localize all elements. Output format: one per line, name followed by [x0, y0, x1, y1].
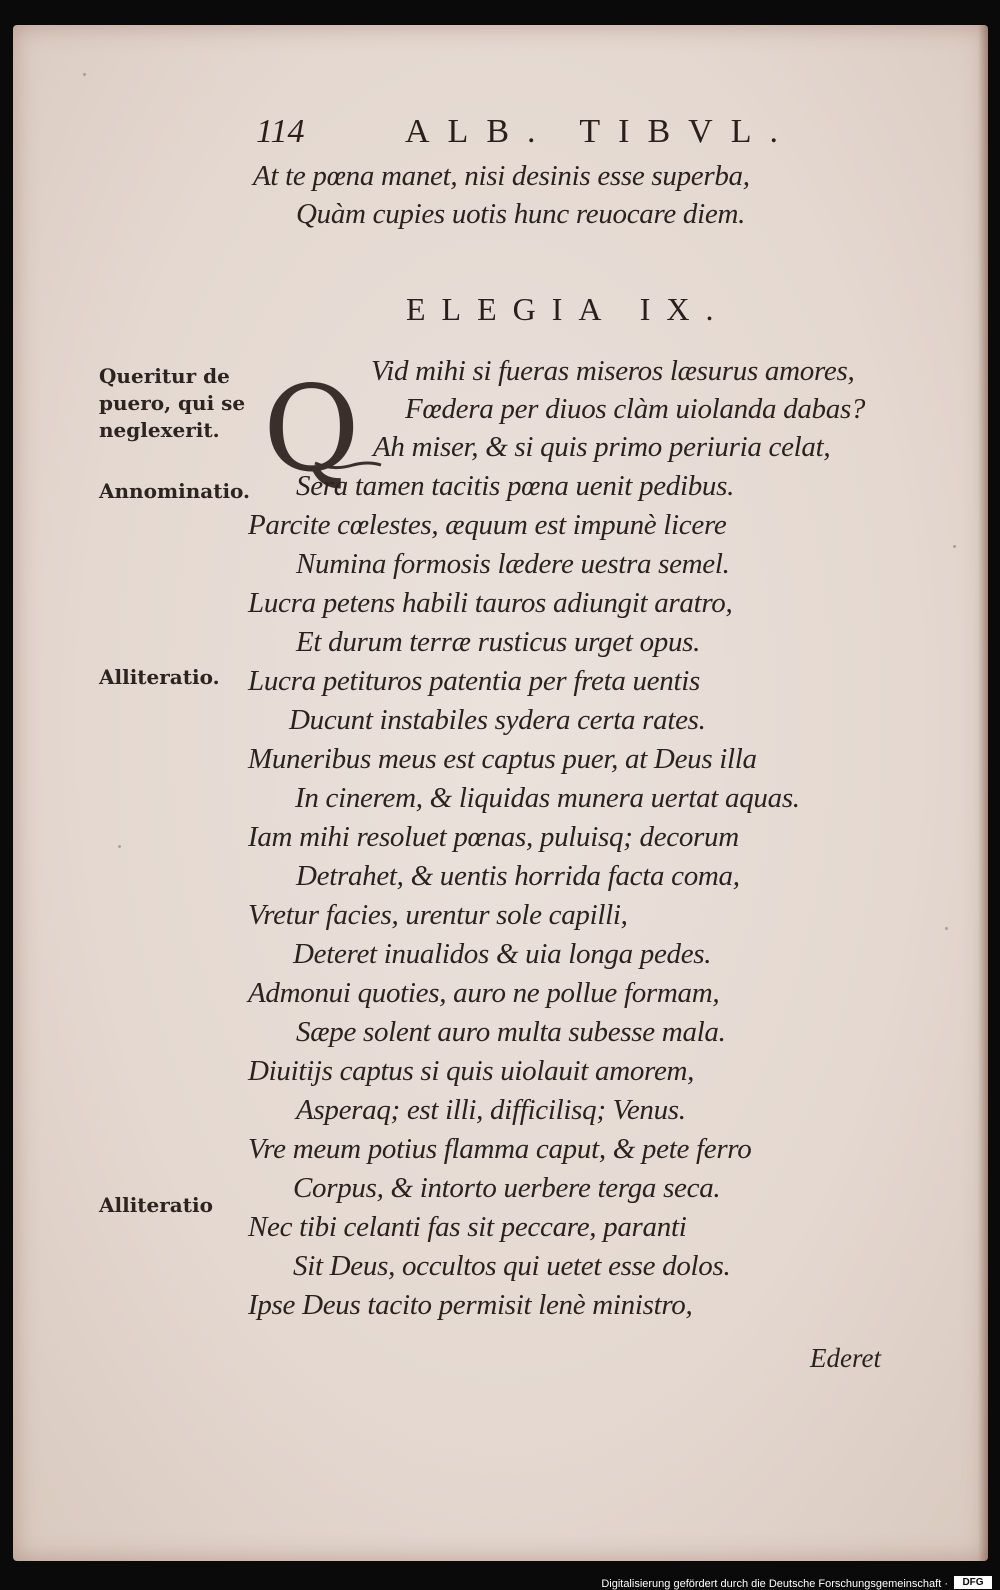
book-page	[13, 25, 988, 1561]
verse-line: Et durum terræ rusticus urget opus.	[296, 626, 701, 658]
catchword: Ederet	[810, 1343, 881, 1373]
verse-line: Ipse Deus tacito permisit lenè ministro,	[248, 1289, 693, 1321]
elegy-title: ELEGIA IX.	[406, 291, 730, 327]
verse-line: Nec tibi celanti fas sit peccare, paranti	[248, 1211, 687, 1243]
verse-line: Parcite cœlestes, æquum est impunè licere	[248, 509, 727, 541]
verse-line: Ah miser, & si quis primo periuria celat,	[373, 431, 831, 463]
verse-line: Corpus, & intorto uerbere terga seca.	[293, 1172, 721, 1204]
verse-line: Asperaq; est illi, difficilisq; Venus.	[296, 1094, 686, 1126]
dfg-logo: DFG	[954, 1576, 992, 1589]
verse-line: Ducunt instabiles sydera certa rates.	[289, 704, 706, 736]
verse-line: Sæpe solent auro multa subesse mala.	[296, 1016, 726, 1048]
margin-note-alliteratio: Alliteratio	[99, 1193, 213, 1217]
verse-line: Quàm cupies uotis hunc reuocare diem.	[296, 198, 746, 230]
verse-line: Vre meum potius flamma caput, & pete ferro	[248, 1133, 752, 1165]
drop-cap: Q	[263, 360, 360, 498]
verse-line: Iam mihi resoluet pœnas, puluisq; decorum	[248, 821, 739, 853]
verse-line: Detrahet, & uentis horrida facta coma,	[296, 860, 740, 892]
verse-line: Vretur facies, urentur sole capilli,	[248, 899, 628, 931]
verse-line: Numina formosis lædere uestra semel.	[296, 548, 730, 580]
margin-note-line: Queritur de	[99, 364, 230, 388]
verse-line: Lucra petituros patentia per freta uentis	[248, 665, 700, 697]
margin-note-line: puero, qui se	[99, 391, 246, 415]
verse-line: At te pœna manet, nisi desinis esse superba,	[253, 160, 750, 192]
margin-note-line: neglexerit.	[99, 418, 220, 442]
running-title: ALB. TIBVL.	[405, 113, 796, 150]
verse-line: Fœdera per diuos clàm uiolanda dabas?	[405, 393, 866, 425]
margin-note-complaint	[99, 363, 245, 444]
margin-note-alliteratio: Alliteratio.	[99, 665, 220, 689]
verse-line: Muneribus meus est captus puer, at Deus illa	[248, 743, 757, 775]
verse-line: Deteret inualidos & uia longa pedes.	[293, 938, 712, 970]
verse-line: Vid mihi si fueras miseros læsurus amores,	[371, 355, 855, 387]
margin-note-annominatio: Annominatio.	[99, 479, 250, 503]
folio-number: 114	[256, 113, 305, 150]
verse-line: Sit Deus, occultos qui uetet esse dolos.	[293, 1250, 731, 1282]
verse-line: Diuitijs captus si quis uiolauit amorem,	[248, 1055, 695, 1087]
verse-line: Admonui quoties, auro ne pollue formam,	[248, 977, 720, 1009]
verse-line: Lucra petens habili tauros adiungit aratro,	[248, 587, 733, 619]
page-edge-shadow	[978, 25, 988, 1561]
verse-line: Sera tamen tacitis pœna uenit pedibus.	[296, 470, 735, 502]
funding-credit: Digitalisierung gefördert durch die Deutsche Forschungsgemeinschaft ·	[601, 1578, 948, 1590]
verse-line: In cinerem, & liquidas munera uertat aquas.	[295, 782, 800, 814]
